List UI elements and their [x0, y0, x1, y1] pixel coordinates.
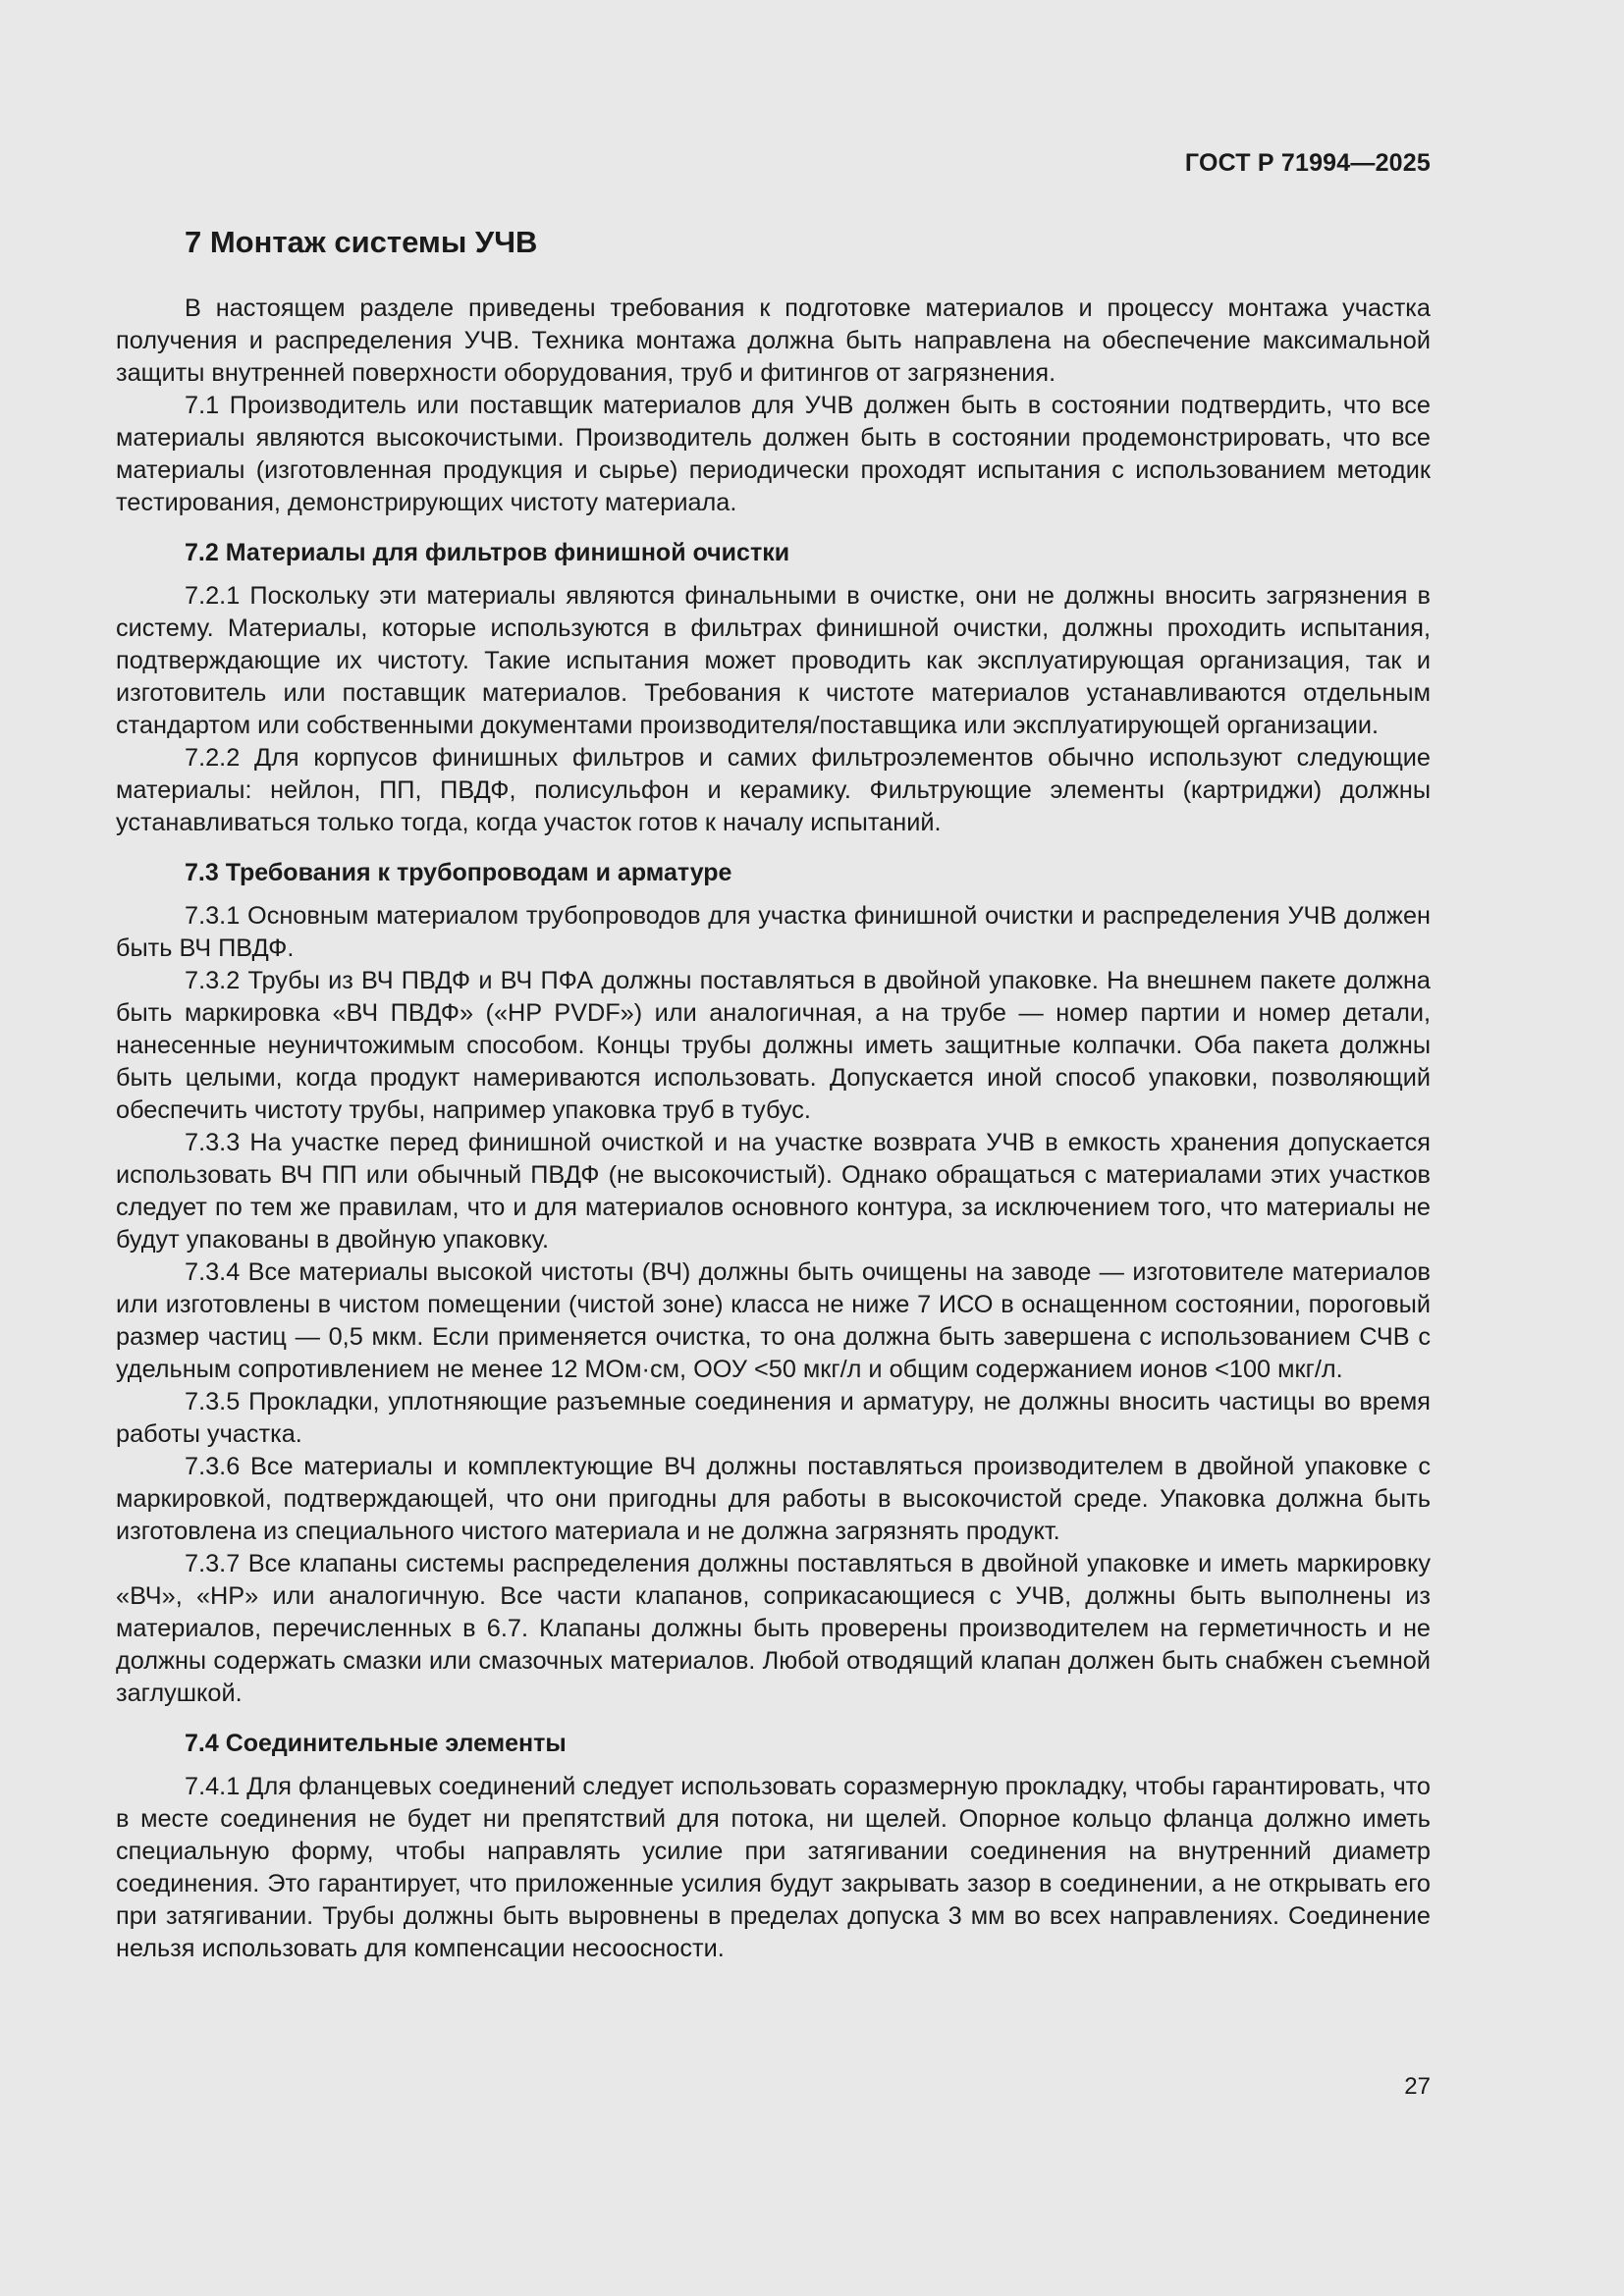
page-content [116, 222, 1431, 1965]
paragraph-7-3-7: 7.3.7 Все клапаны системы распределения должны поставляться в двойной упаковке и иметь маркировку «ВЧ», «HP» или аналогичную. Все части клапанов, соприкасающиеся с УЧВ, должны быть выполнены из материалов, перечисленных в 6.7. Клапаны должны быть проверены производителем на герметичность и не должны содержать смазки или смазочных материалов. Любой отводящий клапан должен быть снабжен съемной заглушкой. [116, 1550, 1431, 1707]
section-title: 7 Монтаж системы УЧВ [185, 225, 538, 259]
paragraph-7-3-6: 7.3.6 Все материалы и комплектующие ВЧ должны поставляться производителем в двойной упаковке с маркировкой, подтверждающей, что они пригодны для работы в высокочистой среде. Упаковка должна быть изготовлена из специального чистого материала и не должна загрязнять продукт. [116, 1453, 1431, 1545]
paragraph-7-3-1: 7.3.1 Основным материалом трубопроводов для участка финишной очистки и распределения УЧВ должен быть ВЧ ПВДФ. [116, 902, 1431, 962]
page-number: 27 [1404, 2073, 1431, 2100]
paragraph-7-3-2: 7.3.2 Трубы из ВЧ ПВДФ и ВЧ ПФА должны поставляться в двойной упаковке. На внешнем пакете должна быть маркировка «ВЧ ПВДФ» («HP PVDF») или аналогичная, а на трубе — номер партии и номер детали, нанесенные неуничтожимым способом. Концы трубы должны иметь защитные колпачки. Оба пакета должны быть целыми, когда продукт намериваются использовать. Допускается иной способ упаковки, позволяющий обеспечить чистоту трубы, например упаковка труб в тубус. [116, 967, 1431, 1124]
paragraph-7-3-4: 7.3.4 Все материалы высокой чистоты (ВЧ) должны быть очищены на заводе — изготовителе материалов или изготовлены в чистом помещении (чистой зоне) класса не ниже 7 ИСО в оснащенном состоянии, пороговый размер частиц — 0,5 мкм. Если применяется очистка, то она должна быть завершена с использованием СЧВ с удельным сопротивлением не менее 12 МОм·см, ООУ <50 мкг/л и общим содержанием ионов <100 мкг/л. [116, 1258, 1431, 1383]
paragraph-7-3-3: 7.3.3 На участке перед финишной очисткой и на участке возврата УЧВ в емкость хранения допускается использовать ВЧ ПП или обычный ПВДФ (не высокочистый). Однако обращаться с материалами этих участков следует по тем же правилам, что и для материалов основного контура, за исключением того, что материалы не будут упакованы в двойную упаковку. [116, 1129, 1431, 1254]
paragraph-7-3-5: 7.3.5 Прокладки, уплотняющие разъемные соединения и арматуру, не должны вносить частицы во время работы участка. [116, 1388, 1431, 1448]
paragraph-7-2-2: 7.2.2 Для корпусов финишных фильтров и самих фильтроэлементов обычно используют следующие материалы: нейлон, ПП, ПВДФ, полисульфон и керамику. Фильтрующие элементы (картриджи) должны устанавливаться только тогда, когда участок готов к началу испытаний. [116, 744, 1431, 836]
section-intro-paragraph: В настоящем разделе приведены требования к подготовке материалов и процессу монтажа участка получения и распределения УЧВ. Техника монтажа должна быть направлена на обеспечение максимальной защиты внутренней поверхности оборудования, труб и фитингов от загрязнения. [116, 294, 1431, 387]
paragraph-7-2-1: 7.2.1 Поскольку эти материалы являются финальными в очистке, они не должны вносить загрязнения в систему. Материалы, которые используются в фильтрах финишной очистки, должны проходить испытания, подтверждающие их чистоту. Такие испытания может проводить как эксплуатирующая организация, так и изготовитель или поставщик материалов. Требования к чистоте материалов устанавливаются отдельным стандартом или собственными документами производителя/поставщика или эксплуатирующей организации. [116, 582, 1431, 739]
subsection-title-7-4: 7.4 Соединительные элементы [185, 1730, 567, 1757]
subsection-title-7-3: 7.3 Требования к трубопроводам и арматуре [185, 859, 732, 886]
document-designation: ГОСТ Р 71994—2025 [1184, 149, 1431, 177]
paragraph-7-1: 7.1 Производитель или поставщик материалов для УЧВ должен быть в состоянии подтвердить, что все материалы являются высокочистыми. Производитель должен быть в состоянии продемонстрировать, что все материалы (изготовленная продукция и сырье) периодически проходят испытания с использованием методик тестирования, демонстрирующих чистоту материала. [116, 392, 1431, 516]
subsection-title-7-2: 7.2 Материалы для фильтров финишной очистки [185, 539, 790, 566]
paragraph-7-4-1: 7.4.1 Для фланцевых соединений следует использовать соразмерную прокладку, чтобы гарантировать, что в месте соединения не будет ни препятствий для потока, ни щелей. Опорное кольцо фланца должно иметь специальную форму, чтобы направлять усилие при затягивании соединения на внутренний диаметр соединения. Это гарантирует, что приложенные усилия будут закрывать зазор в соединении, а не открывать его при затягивании. Трубы должны быть выровнены в пределах допуска 3 мм во всех направлениях. Соединение нельзя использовать для компенсации несоосности. [116, 1773, 1431, 1962]
